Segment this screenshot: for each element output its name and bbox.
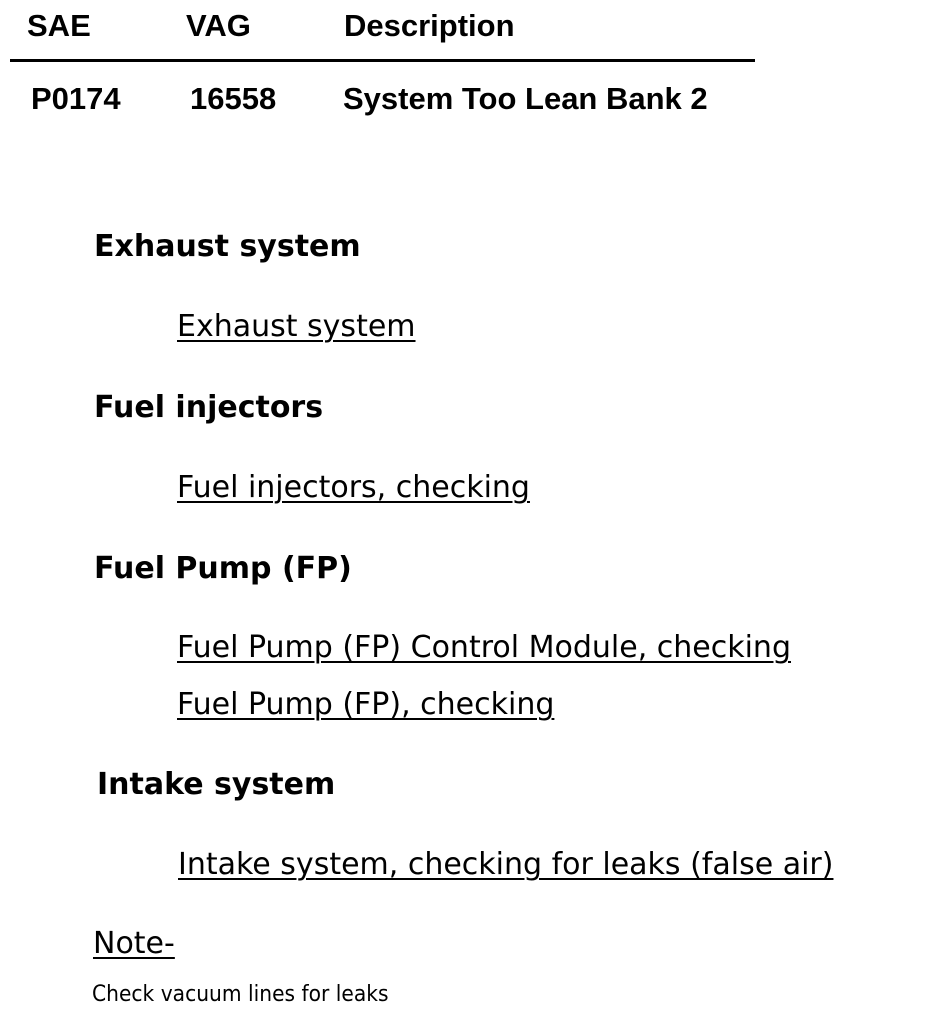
note-text: Check vacuum lines for leaks [92, 982, 389, 1007]
sae-code-cell: P0174 [31, 81, 121, 116]
sae-column-header: SAE [27, 8, 91, 43]
vag-column-header: VAG [186, 8, 251, 43]
section-heading: Fuel injectors [94, 390, 324, 425]
description-cell: System Too Lean Bank 2 [343, 81, 708, 116]
description-column-header: Description [344, 8, 515, 43]
exhaust-system-link[interactable]: Exhaust system [177, 309, 416, 344]
fuel-pump-control-module-checking-link[interactable]: Fuel Pump (FP) Control Module, checking [177, 630, 791, 665]
intake-system-leaks-link[interactable]: Intake system, checking for leaks (false air) [178, 847, 834, 882]
section-heading: Intake system [97, 767, 336, 802]
fuel-injectors-checking-link[interactable]: Fuel injectors, checking [177, 470, 530, 505]
header-divider [10, 59, 755, 62]
section-heading: Fuel Pump (FP) [94, 551, 352, 586]
fuel-pump-checking-link[interactable]: Fuel Pump (FP), checking [177, 687, 555, 722]
section-heading: Exhaust system [94, 229, 361, 264]
vag-code-cell: 16558 [190, 81, 277, 116]
note-label: Note- [93, 926, 175, 961]
